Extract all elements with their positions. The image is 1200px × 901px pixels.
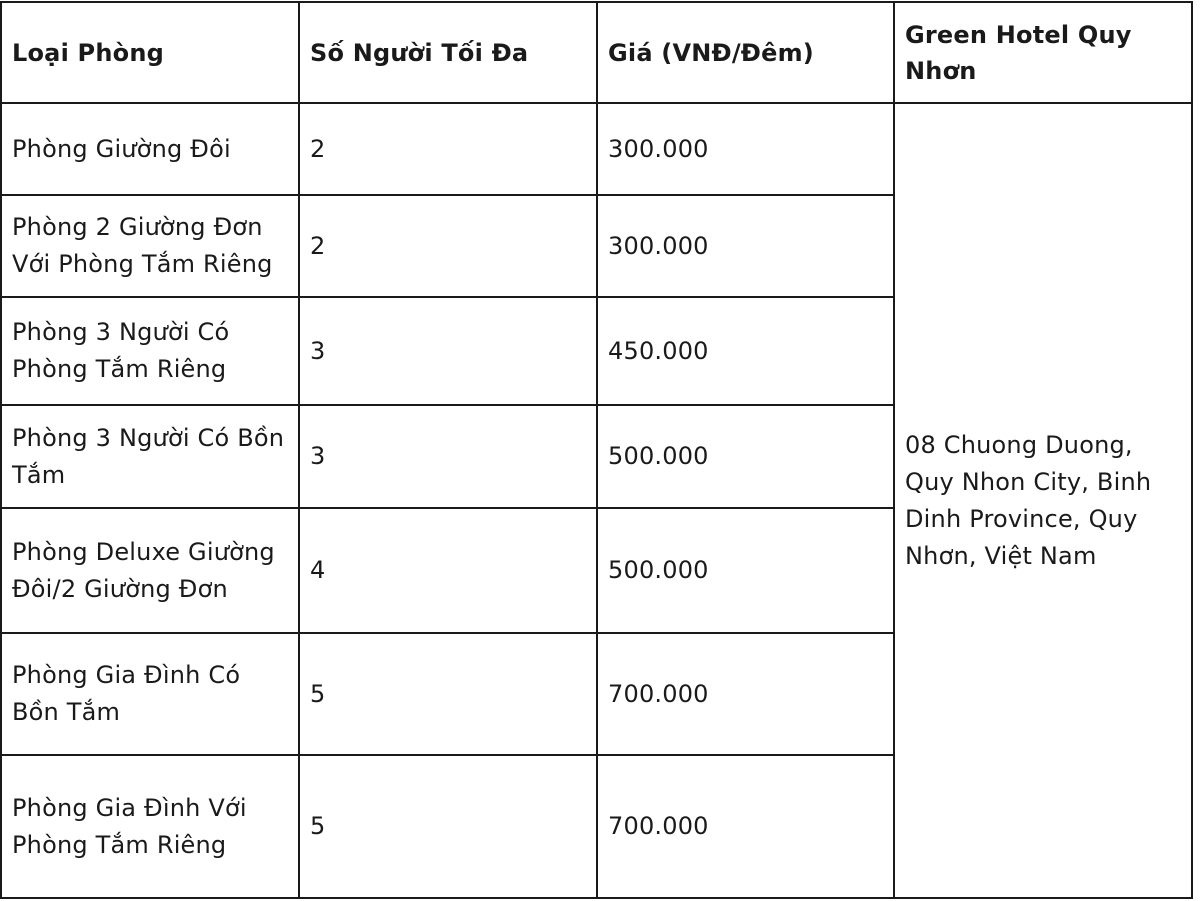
price-cell: 300.000 [597, 195, 894, 297]
price-cell: 500.000 [597, 508, 894, 633]
room-price-table [0, 1, 1193, 899]
room-type-cell: Phòng 3 Người Có Phòng Tắm Riêng [1, 297, 299, 405]
header-max-guests: Số Người Tối Đa [299, 2, 597, 103]
max-guests-cell: 2 [299, 195, 597, 297]
price-cell: 300.000 [597, 103, 894, 195]
max-guests-cell: 2 [299, 103, 597, 195]
header-room-type: Loại Phòng [1, 2, 299, 103]
max-guests-cell: 5 [299, 633, 597, 755]
max-guests-cell: 3 [299, 405, 597, 508]
max-guests-cell: 4 [299, 508, 597, 633]
room-type-cell: Phòng Giường Đôi [1, 103, 299, 195]
price-cell: 700.000 [597, 633, 894, 755]
room-type-cell: Phòng Gia Đình Có Bồn Tắm [1, 633, 299, 755]
max-guests-cell: 3 [299, 297, 597, 405]
price-cell: 500.000 [597, 405, 894, 508]
room-type-cell: Phòng 2 Giường Đơn Với Phòng Tắm Riêng [1, 195, 299, 297]
room-type-cell: Phòng 3 Người Có Bồn Tắm [1, 405, 299, 508]
price-cell: 450.000 [597, 297, 894, 405]
room-type-cell: Phòng Deluxe Giường Đôi/2 Giường Đơn [1, 508, 299, 633]
hotel-address-cell: 08 Chuong Duong, Quy Nhon City, Binh Dinh Province, Quy Nhơn, Việt Nam [894, 103, 1192, 898]
header-row [1, 2, 1192, 103]
price-cell: 700.000 [597, 755, 894, 898]
header-hotel-name: Green Hotel Quy Nhơn [894, 2, 1192, 103]
max-guests-cell: 5 [299, 755, 597, 898]
header-price: Giá (VNĐ/Đêm) [597, 2, 894, 103]
table-row [1, 103, 1192, 195]
room-type-cell: Phòng Gia Đình Với Phòng Tắm Riêng [1, 755, 299, 898]
